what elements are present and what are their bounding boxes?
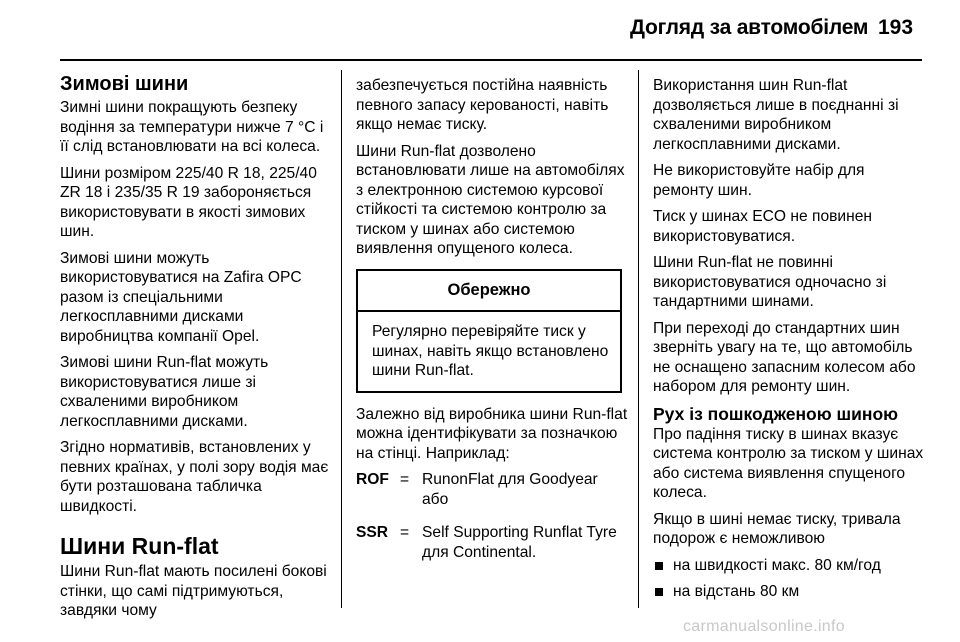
paragraph: Зимні шини покращують безпеку водіння за температури нижче 7 °C і її слід встановлювати на всі колеса. — [60, 99, 324, 155]
winter-tires-heading: Зимові шини — [60, 73, 189, 95]
paragraph: Не використовуйте набір для ремонту шин. — [653, 162, 865, 199]
paragraph: Зимові шини можуть використовуватися на Zafira OPC разом із спеціальними легкосплавними дисками виробництва компанії Opel. — [60, 249, 302, 345]
definition-description: RunonFlat для Goodyear або — [422, 471, 598, 508]
definition-term: SSR — [356, 524, 389, 541]
paragraph: Шини розміром 225/40 R 18, 225/40 ZR 18 і 235/35 R 19 забороняється використовувати в якості зимових шин. — [60, 164, 317, 240]
damaged-tire-heading: Рух із пошкодженою шиною — [653, 403, 899, 424]
paragraph: Шини Run-flat не повинні використовуватися одночасно зі тандартними шинами. — [653, 254, 887, 310]
definition-row — [356, 470, 628, 509]
column-divider-1 — [341, 70, 342, 608]
paragraph: Тиск у шинах ECO не повинен використовуватися. — [653, 208, 873, 245]
paragraph: Якщо в шині немає тиску, тривала подорож є неможливою — [653, 510, 901, 547]
list-item: на швидкості макс. 80 км/год — [653, 556, 928, 576]
paragraph: Шини Run-flat мають посилені бокові стінки, що самі підтримуються, завдяки чому — [60, 563, 327, 619]
header-divider — [60, 59, 922, 61]
definition-equals: = — [400, 524, 410, 541]
definition-row — [356, 523, 628, 562]
bullet-list — [653, 556, 928, 602]
paragraph: Згідно нормативів, встановлених у певних країнах, у полі зору водія має бути розташована табличка швидкості. — [60, 439, 329, 515]
paragraph: Використання шин Run-flat дозволяється лише в поєднанні зі схваленими виробником легкосплавними дисками. — [653, 77, 899, 153]
caution-title: Обережно — [358, 271, 620, 313]
paragraph: забезпечується постійна наявність певного запасу керованості, навіть якщо немає тиску. — [356, 77, 609, 133]
paragraph: Про падіння тиску в шинах вказує система контролю за тиском у шинах або система виявлення спущеного колеса. — [653, 425, 924, 501]
column-2 — [356, 76, 628, 576]
page-number: 193 — [878, 16, 914, 39]
caution-box — [356, 269, 622, 393]
paragraph: При переході до стандартних шин зверніть увагу на те, що автомобіль не оснащено запасним колесом або набором для ремонту шин. — [653, 319, 916, 395]
column-3 — [653, 76, 928, 609]
definition-term: ROF — [356, 471, 389, 488]
watermark: carmanualsonline.info — [683, 618, 845, 635]
paragraph: Залежно від виробника шини Run-flat можна ідентифікувати за позначкою на стінці. Наприклад: — [356, 405, 628, 462]
page-title: Догляд за автомобілем — [630, 16, 869, 39]
column-divider-2 — [638, 70, 639, 608]
caution-text: Регулярно перевіряйте тиск у шинах, навіть якщо встановлено шини Run-flat. — [372, 323, 609, 379]
list-item: на відстань 80 км — [653, 582, 928, 602]
definition-equals: = — [400, 471, 410, 488]
paragraph: Зимові шини Run-flat можуть використовуватися лише зі схваленими виробником легкосплавними дисками. — [60, 354, 269, 430]
definition-description: Self Supporting Runflat Tyre для Continental. — [422, 524, 617, 561]
runflat-heading: Шини Run-flat — [60, 533, 219, 559]
column-1 — [60, 72, 336, 628]
paragraph: Шини Run-flat дозволено встановлювати лише на автомобілях з електронною системою курсової стійкості та системою контролю за тиском у шинах або системою виявлення опущеного колеса. — [356, 142, 625, 257]
